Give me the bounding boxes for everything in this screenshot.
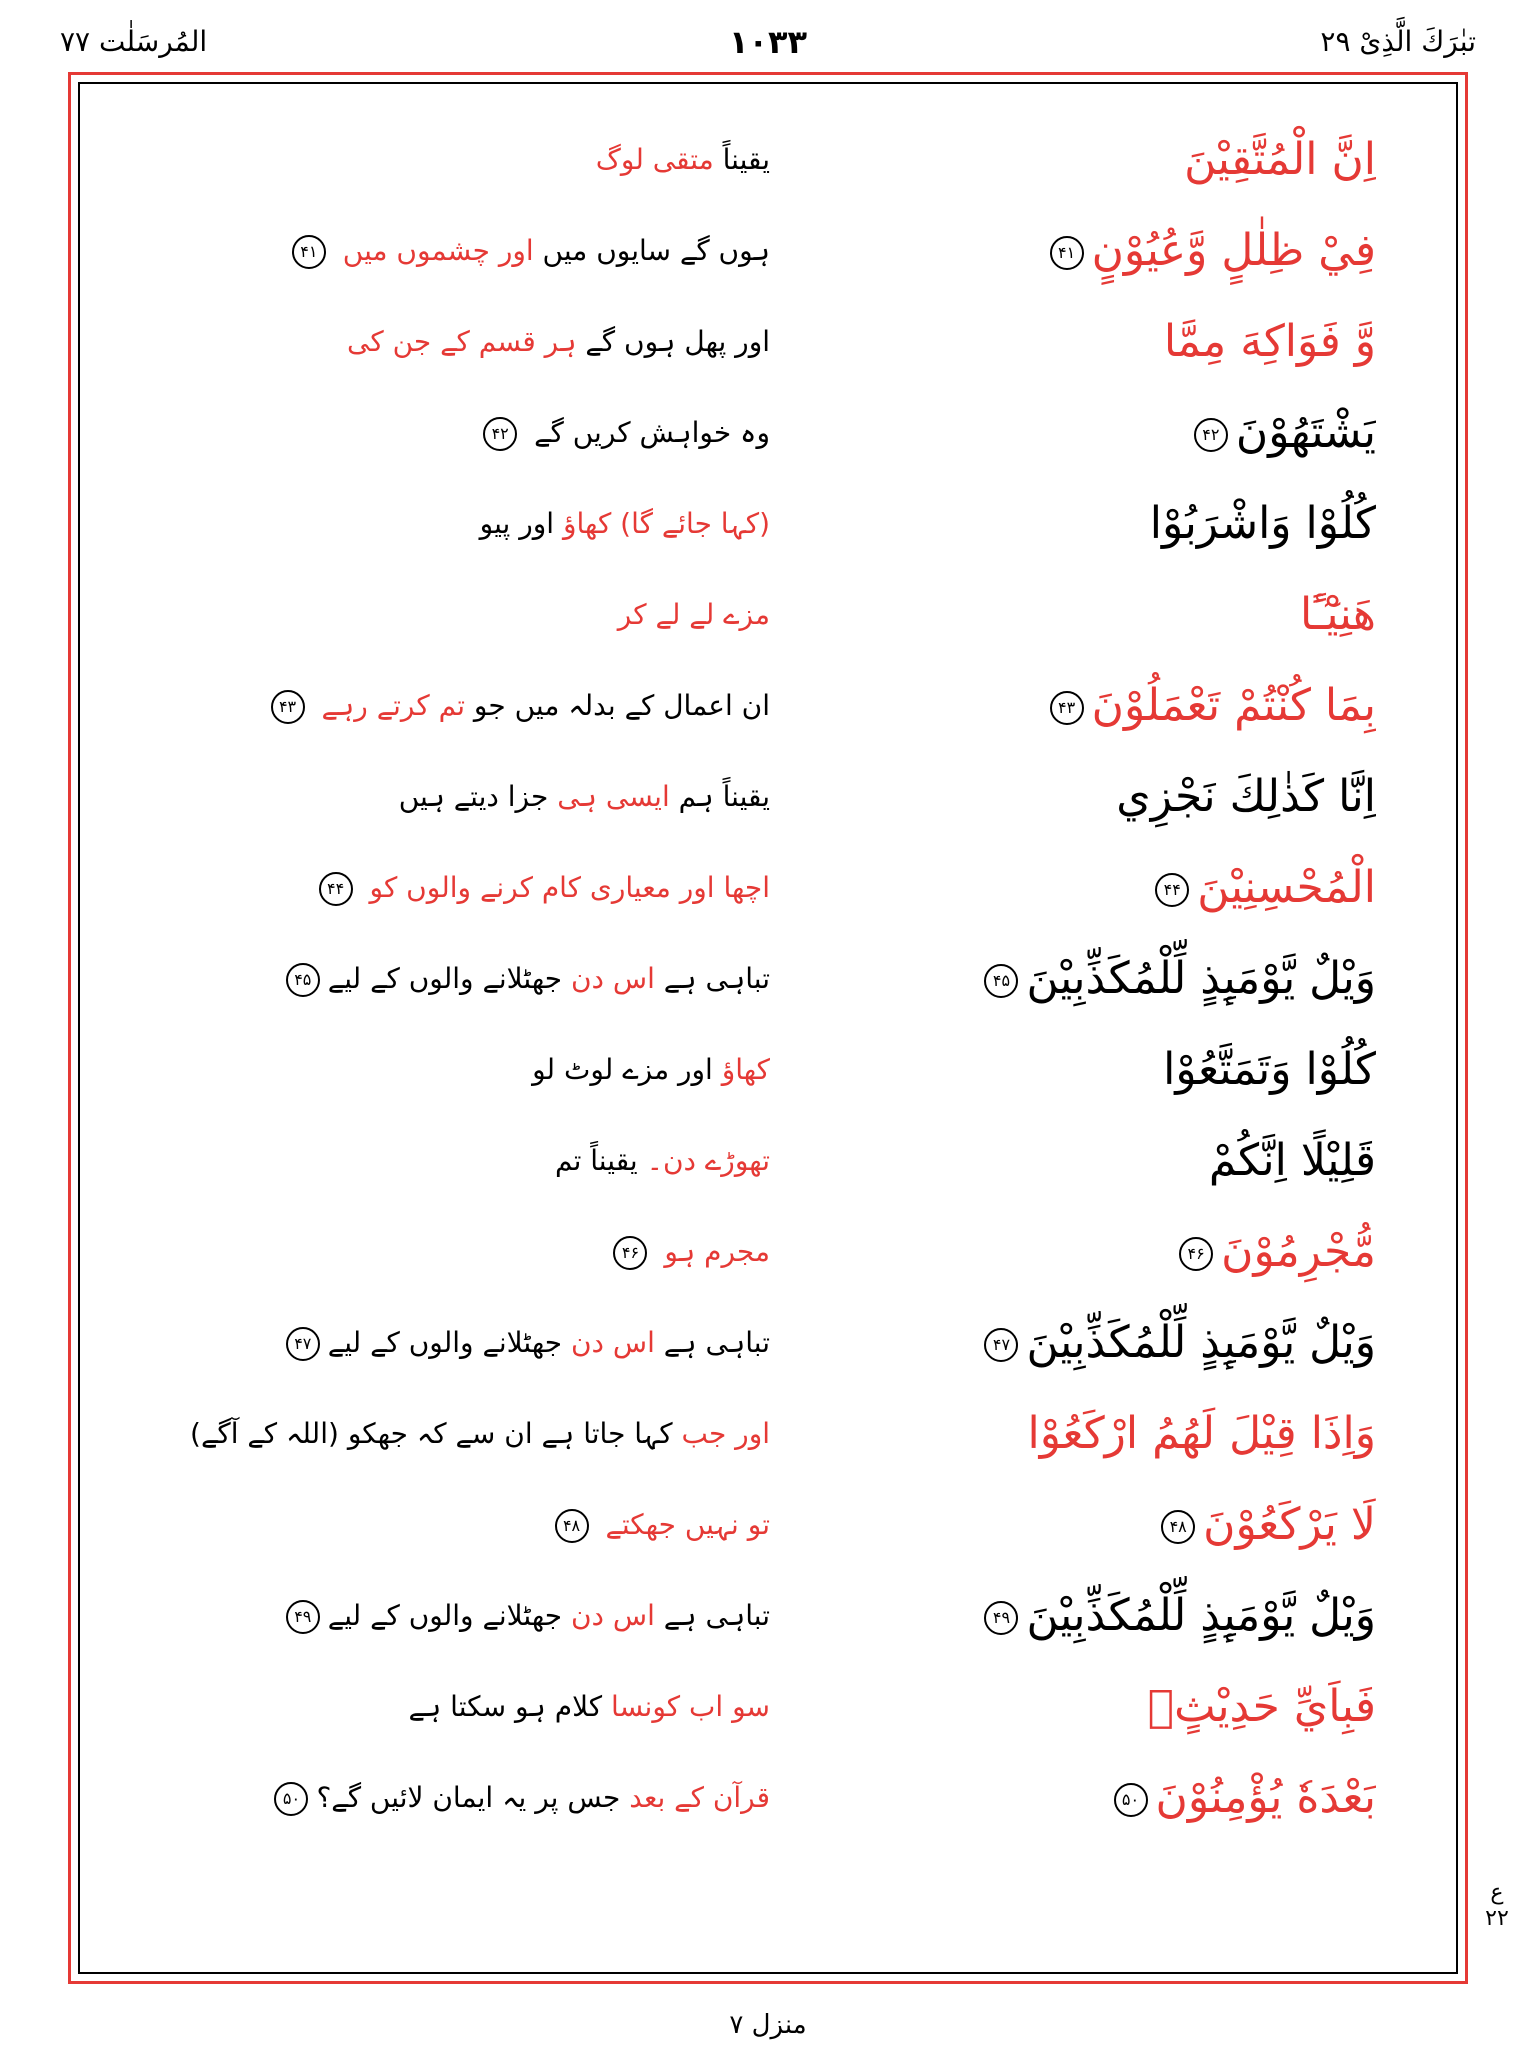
urdu-text-highlight: کھاؤ: [721, 1053, 770, 1086]
verse-row: [90, 757, 1446, 837]
ayah-number-marker: ۴۴: [1155, 873, 1189, 907]
ayah-number-marker: ۴۸: [555, 1509, 589, 1543]
ayah-number-marker: ۴۹: [984, 1601, 1018, 1635]
urdu-translation: [170, 1212, 770, 1292]
urdu-text-plain: جھٹلانے والوں کے لیے: [327, 1326, 563, 1359]
page-header: [60, 22, 1476, 62]
urdu-text-highlight: ایسی ہی: [557, 780, 670, 813]
arabic-verse-text: [736, 1212, 1376, 1292]
verse-row: [90, 484, 1446, 564]
ayah-number-marker: ۴۷: [286, 1327, 320, 1361]
arabic-text: يَشْتَهُوْنَ: [1235, 407, 1376, 458]
verse-row: [90, 302, 1446, 382]
urdu-text-highlight: اچھا اور معیاری کام کرنے والوں کو: [369, 871, 770, 904]
urdu-translation: [170, 1667, 770, 1747]
urdu-text-highlight: اور چشموں میں: [342, 234, 534, 267]
arabic-verse-text: [736, 939, 1376, 1019]
urdu-text-plain: اور پھل ہوں گے: [585, 325, 770, 358]
urdu-translation: [170, 1394, 770, 1474]
arabic-text: مُّجْرِمُوْنَ: [1221, 1226, 1376, 1277]
urdu-text-highlight: اس دن: [570, 1599, 655, 1632]
urdu-translation: [170, 211, 770, 291]
verse-row: [90, 1758, 1446, 1838]
arabic-verse-text: [736, 120, 1376, 200]
urdu-text-plain: تباہی ہے: [663, 1326, 770, 1359]
urdu-text-highlight: (کہا جائے گا) کھاؤ: [562, 507, 770, 540]
urdu-text-highlight: سو اب کونسا: [611, 1690, 770, 1723]
verse-row: [90, 1394, 1446, 1474]
ayah-number-marker: ۵۰: [274, 1782, 308, 1816]
urdu-text-plain: اور مزے لوٹ لو: [532, 1053, 713, 1086]
verse-row: [90, 1576, 1446, 1656]
arabic-text: بَعْدَهٗ يُؤْمِنُوْنَ: [1155, 1772, 1376, 1823]
urdu-text-highlight: متقی لوگ: [595, 143, 714, 176]
arabic-text: هَنِيْٓـًٔا: [1299, 589, 1376, 640]
urdu-translation: [170, 120, 770, 200]
arabic-text: اِنَّا كَذٰلِكَ نَجْزِي: [1116, 771, 1376, 822]
arabic-verse-text: [736, 393, 1376, 473]
arabic-text: اِنَّ الْمُتَّقِيْنَ: [1184, 134, 1376, 185]
urdu-text-highlight: تھوڑے دن۔: [646, 1144, 770, 1177]
arabic-verse-text: [736, 302, 1376, 382]
arabic-text: وَيْلٌ يَّوْمَىِٕذٍ لِّلْمُكَذِّبِيْنَ: [1026, 1317, 1376, 1368]
arabic-verse-text: [736, 1394, 1376, 1474]
urdu-translation: [170, 848, 770, 928]
ayah-number-marker: ۴۵: [984, 964, 1018, 998]
verse-row: [90, 393, 1446, 473]
verse-row: [90, 1121, 1446, 1201]
arabic-verse-text: [736, 575, 1376, 655]
urdu-text-highlight: تم کرتے رہے: [321, 689, 465, 722]
ayah-number-marker: ۴۳: [271, 690, 305, 724]
ayah-number-marker: ۴۵: [286, 963, 320, 997]
arabic-verse-text: [736, 1030, 1376, 1110]
urdu-text-plain: وہ خواہش کریں گے: [534, 416, 770, 449]
verse-row: [90, 211, 1446, 291]
urdu-translation: [170, 1485, 770, 1565]
urdu-text-plain: ان اعمال کے بدلہ میں جو: [473, 689, 770, 722]
urdu-translation: [170, 666, 770, 746]
urdu-text-plain: یقیناً تم: [554, 1144, 638, 1177]
ayah-number-marker: ۴۲: [1194, 418, 1228, 452]
ayah-number-marker: ۴۴: [319, 872, 353, 906]
urdu-translation: [170, 1121, 770, 1201]
arabic-verse-text: [736, 1121, 1376, 1201]
ayah-number-marker: ۴۲: [483, 417, 517, 451]
verse-row: [90, 1485, 1446, 1565]
ayah-number-marker: ۴۷: [984, 1328, 1018, 1362]
urdu-text-plain: جھٹلانے والوں کے لیے: [327, 1599, 563, 1632]
urdu-text-plain: جھٹلانے والوں کے لیے: [327, 962, 563, 995]
ayah-number-marker: ۴۶: [613, 1236, 647, 1270]
arabic-verse-text: [736, 484, 1376, 564]
ayah-number-marker: ۴۹: [286, 1600, 320, 1634]
urdu-text-highlight: اور جب: [681, 1417, 770, 1450]
manzil-footer: منزل ۷: [729, 2010, 807, 2040]
urdu-text-highlight: مجرم ہو: [664, 1235, 770, 1268]
urdu-translation: [170, 757, 770, 837]
urdu-translation: [170, 1758, 770, 1838]
urdu-translation: [170, 575, 770, 655]
verse-row: [90, 120, 1446, 200]
arabic-text: وَّ فَوَاكِهَ مِمَّا: [1163, 316, 1376, 367]
arabic-verse-text: [736, 757, 1376, 837]
urdu-text-plain: کہا جاتا ہے ان سے کہ جھکو (اللہ کے آگے): [190, 1417, 673, 1450]
verse-row: [90, 939, 1446, 1019]
urdu-translation: [170, 302, 770, 382]
urdu-text-plain: یقیناً: [722, 143, 770, 176]
ayah-number-marker: ۴۸: [1161, 1510, 1195, 1544]
page-number: ۱۰۳۳: [728, 23, 808, 61]
arabic-text: بِمَا كُنْتُمْ تَعْمَلُوْنَ: [1091, 680, 1376, 731]
urdu-text-plain: اور پیو: [479, 507, 555, 540]
arabic-text: كُلُوْا وَتَمَتَّعُوْا: [1163, 1044, 1376, 1095]
urdu-text-highlight: اس دن: [570, 962, 655, 995]
urdu-text-plain: جزا دیتے ہیں: [398, 780, 549, 813]
urdu-text-highlight: قرآن کے بعد: [629, 1781, 770, 1814]
ayah-number-marker: ۴۱: [292, 235, 326, 269]
arabic-text: وَيْلٌ يَّوْمَىِٕذٍ لِّلْمُكَذِّبِيْنَ: [1026, 1590, 1376, 1641]
verse-row: [90, 575, 1446, 655]
arabic-text: قَلِيْلًا اِنَّكُمْ: [1208, 1135, 1376, 1186]
arabic-text: لَا يَرْكَعُوْنَ: [1203, 1499, 1376, 1550]
urdu-text-highlight: تو نہیں جھکتے: [605, 1508, 770, 1541]
urdu-text-highlight: مزے لے لے کر: [617, 598, 770, 631]
ruku-marker: ع ۲۲: [1485, 1880, 1509, 1931]
arabic-text: وَاِذَا قِيْلَ لَهُمُ ارْكَعُوْا: [1027, 1408, 1376, 1459]
arabic-verse-text: [736, 1576, 1376, 1656]
urdu-text-highlight: ہر قسم کے جن کی: [347, 325, 577, 358]
header-juz-title: تبٰرَكَ الَّذِیْ ۲۹: [1320, 25, 1476, 58]
urdu-text-plain: یقیناً ہم: [678, 780, 770, 813]
arabic-verse-text: [736, 666, 1376, 746]
ayah-number-marker: ۴۳: [1050, 691, 1084, 725]
arabic-text: وَيْلٌ يَّوْمَىِٕذٍ لِّلْمُكَذِّبِيْنَ: [1026, 953, 1376, 1004]
urdu-translation: [170, 393, 770, 473]
verse-list: [90, 120, 1446, 1950]
ayah-number-marker: ۵۰: [1114, 1783, 1148, 1817]
arabic-text: الْمُحْسِنِيْنَ: [1197, 862, 1376, 913]
arabic-text: كُلُوْا وَاشْرَبُوْا: [1149, 498, 1376, 549]
urdu-translation: [170, 1576, 770, 1656]
arabic-verse-text: [736, 1485, 1376, 1565]
header-surah-title: المُرسَلٰت ۷۷: [60, 25, 208, 58]
verse-row: [90, 848, 1446, 928]
verse-row: [90, 666, 1446, 746]
urdu-translation: [170, 484, 770, 564]
arabic-verse-text: [736, 1758, 1376, 1838]
ayah-number-marker: ۴۶: [1179, 1237, 1213, 1271]
arabic-verse-text: [736, 211, 1376, 291]
arabic-text: فِيْ ظِلٰلٍ وَّعُيُوْنٍ: [1091, 225, 1376, 276]
urdu-text-plain: تباہی ہے: [663, 1599, 770, 1632]
arabic-verse-text: [736, 848, 1376, 928]
urdu-text-plain: ہوں گے سایوں میں: [542, 234, 770, 267]
verse-row: [90, 1212, 1446, 1292]
arabic-verse-text: [736, 1667, 1376, 1747]
verse-row: [90, 1667, 1446, 1747]
arabic-verse-text: [736, 1303, 1376, 1383]
urdu-translation: [170, 939, 770, 1019]
urdu-text-plain: تباہی ہے: [663, 962, 770, 995]
urdu-text-plain: کلام ہو سکتا ہے: [408, 1690, 603, 1723]
urdu-translation: [170, 1303, 770, 1383]
urdu-text-plain: جس پر یہ ایمان لائیں گے؟: [316, 1781, 621, 1814]
urdu-text-highlight: اس دن: [570, 1326, 655, 1359]
urdu-translation: [170, 1030, 770, 1110]
verse-row: [90, 1303, 1446, 1383]
arabic-text: فَبِاَيِّ حَدِيْثٍۢ: [1147, 1681, 1376, 1732]
verse-row: [90, 1030, 1446, 1110]
ayah-number-marker: ۴۱: [1050, 236, 1084, 270]
